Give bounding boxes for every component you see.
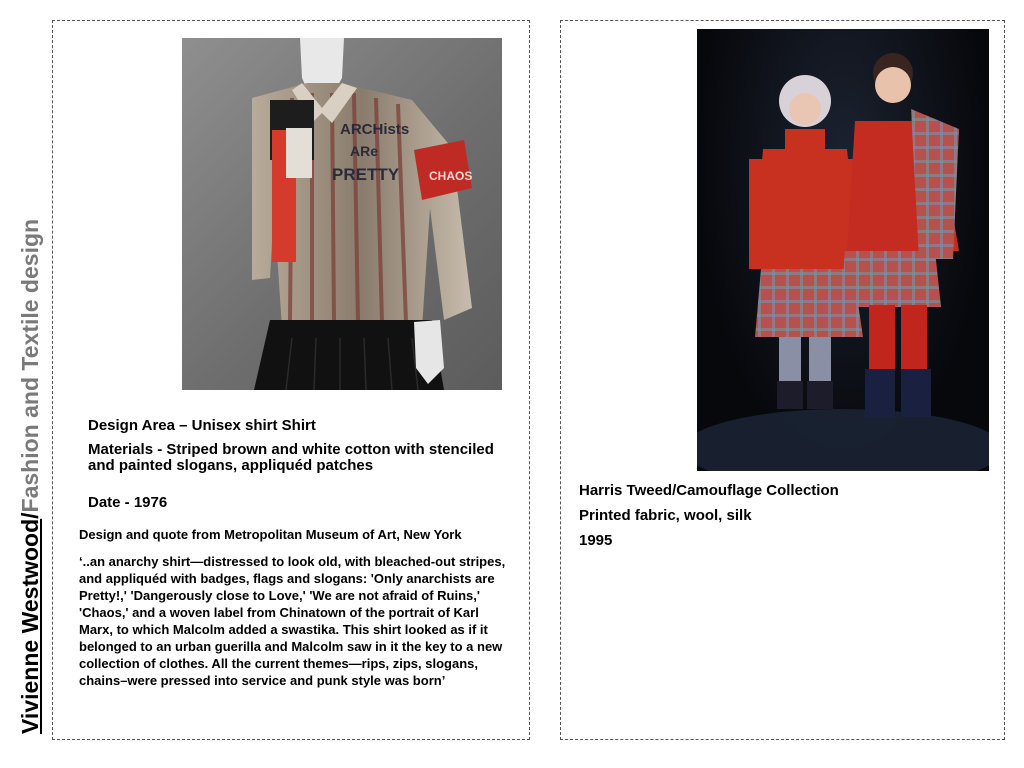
subject-title: Fashion and Textile design	[17, 218, 43, 513]
museum-quote: ‘..an anarchy shirt—distressed to look old, with bleached-out stripes, and appliquéd with badges, flags and slogans: 'Only anarchists are Pretty!,' 'Dangerously close to Love,' 'We are not afraid of Ruins,' 'Chaos,' and a woven label from Chinatown of the portrait of Karl Marx, to which Malcolm added a swastika. This shirt looked as if it belonged to an urban guerilla and Malcolm saw in it the key to a new collection of clothes. All the current themes—rips, zips, slogans, chains–were pressed into service and punk style was born’	[79, 554, 506, 688]
svg-text:PRETTY: PRETTY	[332, 165, 400, 184]
right-date-text: 1995	[579, 532, 613, 549]
svg-text:ARe: ARe	[350, 143, 379, 159]
left-date-text: Date - 1976	[88, 494, 168, 511]
title-separator: /	[17, 512, 43, 519]
right-materials-text: Printed fabric, wool, silk	[579, 507, 752, 524]
svg-text:CHAOS: CHAOS	[429, 169, 473, 183]
source-credit: Design and quote from Metropolitan Museum of Art, New York	[79, 527, 462, 542]
svg-text:ARCHists: ARCHists	[340, 121, 410, 138]
collection-title: Harris Tweed/Camouflage Collection	[579, 482, 839, 499]
left-materials-text: Materials - Striped brown and white cotton with stenciled and painted slogans, appliquéd patches	[88, 441, 494, 474]
designer-name: Vivienne Westwood	[17, 518, 43, 734]
design-area-label: Design Area – Unisex shirt Shirt	[88, 417, 316, 434]
vertical-title	[16, 219, 44, 734]
anarchy-shirt-photo	[182, 38, 502, 390]
runway-collection-photo	[697, 29, 989, 471]
